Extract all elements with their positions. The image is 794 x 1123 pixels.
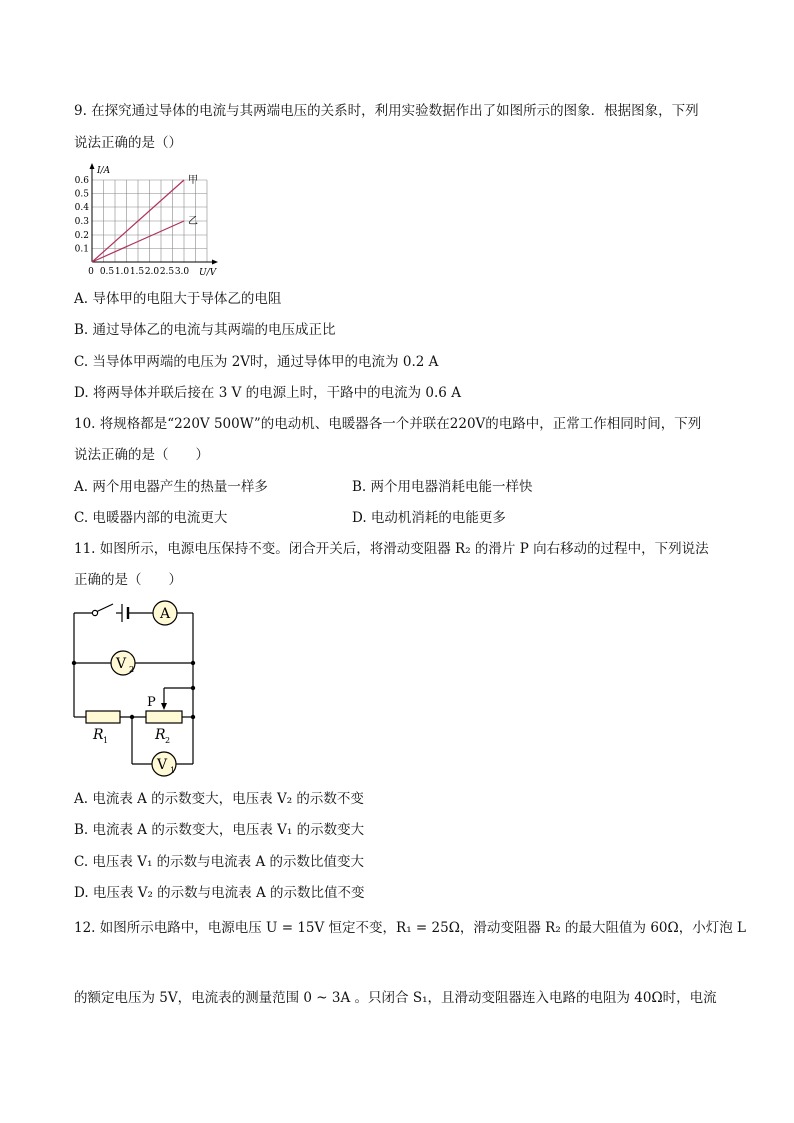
q10-stem-line1: 10. 将规格都是“220V 500W”的电动机、电暖器各一个并联在220V的电路中，正常工作相同时间，下列: [74, 416, 702, 432]
y-tick: 0.2: [74, 231, 89, 241]
q10-option-c: C. 电暖器内部的电流更大: [74, 510, 228, 526]
x-tick: 0.5: [99, 267, 115, 277]
slider-p-label: P: [147, 695, 156, 710]
q9-stem-line1: 9. 在探究通过导体的电流与其两端电压的关系时，利用实验数据作出了如图所示的图象．根据图象，下列: [74, 103, 699, 119]
q11-stem-line2: 正确的是（ ）: [74, 572, 182, 588]
voltmeter-v2-subscript: 2: [129, 665, 135, 674]
y-tick: 0.5: [74, 189, 89, 200]
x-tick: 2.0: [144, 267, 160, 277]
q9-stem-line2: 说法正确的是（）: [74, 135, 182, 151]
x-tick: 1.0: [114, 267, 130, 277]
q9-option-a: A. 导体甲的电阻大于导体乙的电阻: [74, 291, 282, 307]
y-tick: 0.6: [74, 176, 89, 186]
y-tick: 0.3: [74, 217, 89, 227]
q11-option-b: B. 电流表 A 的示数变大，电压表 V₁ 的示数变大: [74, 822, 365, 838]
q10-option-b: B. 两个用电器消耗电能一样快: [352, 479, 533, 495]
q9-option-b: B. 通过导体乙的电流与其两端的电压成正比: [74, 322, 336, 338]
ammeter-label: A: [159, 606, 171, 622]
q9-iu-graph: [70, 160, 230, 282]
q11-circuit-diagram: [66, 596, 206, 782]
series-yi-label: 乙: [188, 216, 198, 227]
r2-label: R: [155, 727, 166, 743]
q10-stem-line2: 说法正确的是（ ）: [74, 447, 209, 463]
y-axis-label: I/A: [97, 166, 111, 176]
q10-option-a: A. 两个用电器产生的热量一样多: [74, 479, 268, 495]
x-tick: 2.5: [159, 267, 175, 277]
y-tick: 0.4: [74, 203, 89, 213]
x-tick: 1.5: [129, 267, 145, 277]
voltmeter-v1-label: V: [156, 757, 168, 773]
q12-stem-line2: 的额定电压为 5V，电流表的测量范围 0 ~ 3A 。只闭合 S₁，且滑动变阻器连入电路的电阻为 40Ω时，电流: [74, 990, 717, 1006]
q11-stem-line1: 11. 如图所示，电源电压保持不变。闭合开关后，将滑动变阻器 R₂ 的滑片 P 向右移动的过程中，下列说法: [74, 541, 709, 557]
voltmeter-v2-label: V: [115, 656, 127, 672]
r1-label: R: [93, 727, 104, 743]
q9-option-d: D. 将两导体并联后接在 3 V 的电源上时，干路中的电流为 0.6 A: [74, 385, 461, 401]
q11-option-c: C. 电压表 V₁ 的示数与电流表 A 的示数比值变大: [74, 854, 365, 870]
q11-option-a: A. 电流表 A 的示数变大，电压表 V₂ 的示数不变: [74, 791, 364, 807]
y-tick: 0.1: [74, 244, 89, 255]
q12-stem-line1: 12. 如图所示电路中，电源电压 U = 15V 恒定不变，R₁ = 25Ω，滑动变阻器 R₂ 的最大阻值为 60Ω，小灯泡 L: [74, 920, 746, 936]
q10-option-d: D. 电动机消耗的电能更多: [352, 510, 506, 526]
rheostat-r2: [146, 711, 182, 723]
x-axis-label: U/V: [199, 268, 217, 278]
resistor-r1: [86, 711, 120, 723]
voltmeter-v1-subscript: 1: [170, 766, 176, 775]
x-tick: 3.0: [174, 267, 190, 277]
r2-subscript: 2: [165, 736, 171, 745]
r1-subscript: 1: [103, 736, 109, 745]
series-jia-label: 甲: [188, 175, 198, 186]
q11-option-d: D. 电压表 V₂ 的示数与电流表 A 的示数比值不变: [74, 885, 365, 901]
q9-option-c: C. 当导体甲两端的电压为 2V时，通过导体甲的电流为 0.2 A: [74, 354, 439, 370]
x-tick: 0: [88, 267, 94, 277]
